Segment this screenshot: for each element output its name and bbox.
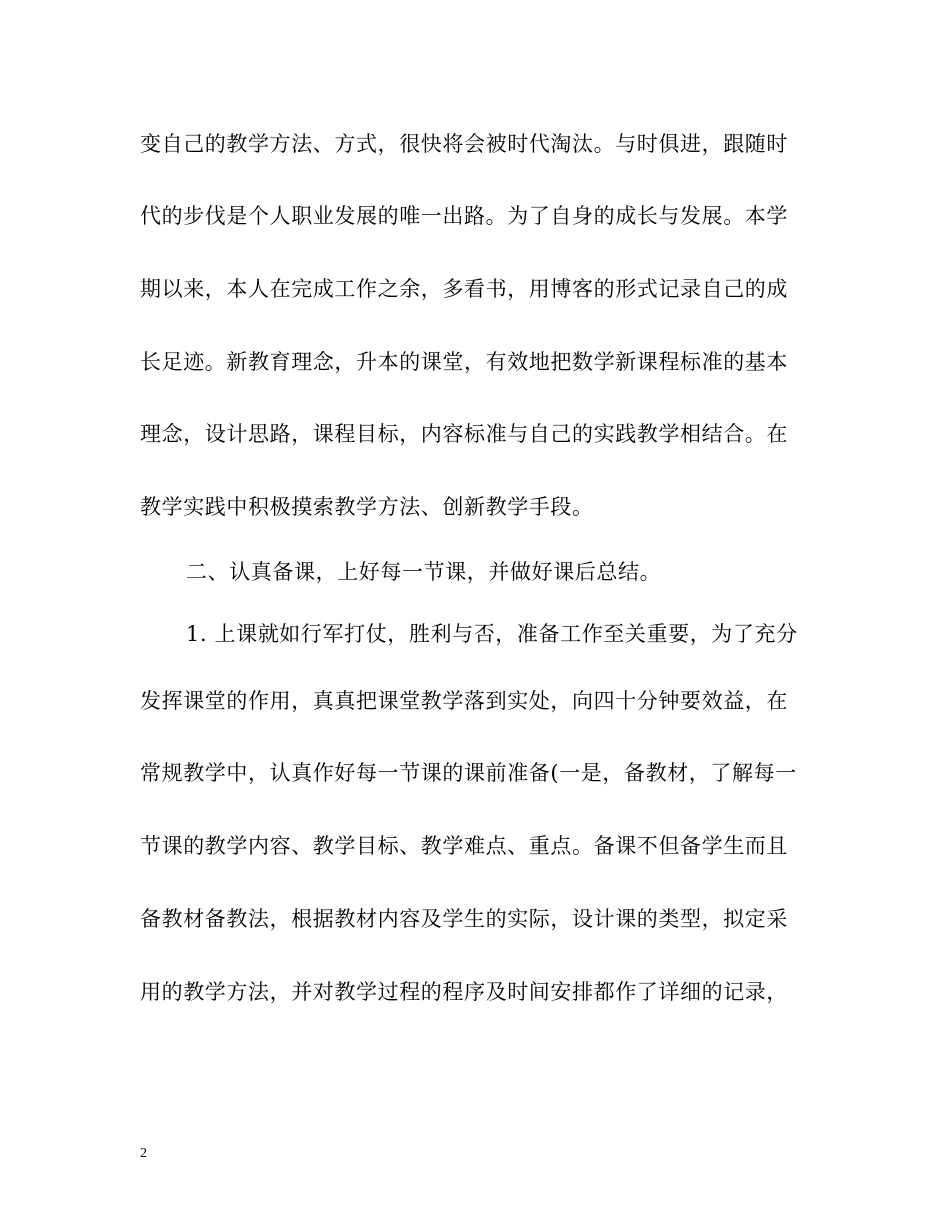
numbered-item-1: 1. 上课就如行军打仗，胜利与否，准备工作至关重要，为了充分: [186, 622, 798, 646]
body-text-line-13: 用的教学方法，并对教学过程的程序及时间安排都作了详细的记录，: [140, 980, 788, 1004]
body-text-line-10: 常规教学中，认真作好每一节课的课前准备(一是，备教材，了解每一: [140, 761, 797, 785]
body-text-line-6: 教学实践中积极摸索教学方法、创新教学手段。: [140, 495, 594, 519]
page-number: 2: [140, 1146, 147, 1161]
body-text-line-3: 期以来，本人在完成工作之余，多看书，用博客的形式记录自己的成: [140, 277, 788, 301]
body-text-line-4: 长足迹。新教育理念，升本的课堂，有效地把数学新课程标准的基本: [140, 350, 788, 374]
body-text-line-9: 发挥课堂的作用，真真把课堂教学落到实处，向四十分钟要效益，在: [140, 689, 788, 713]
body-text-line-1: 变自己的教学方法、方式，很快将会被时代淘汰。与时俱进，跟随时: [140, 132, 788, 156]
body-text-line-2: 代的步伐是个人职业发展的唯一出路。为了自身的成长与发展。本学: [140, 204, 788, 228]
section-heading: 二、认真备课，上好每一节课，并做好课后总结。: [186, 560, 662, 584]
body-text-line-11: 节课的教学内容、教学目标、教学难点、重点。备课不但备学生而且: [140, 834, 788, 858]
body-text-line-5: 理念，设计思路，课程目标，内容标准与自己的实践教学相结合。在: [140, 422, 788, 446]
body-text-line-12: 备教材备教法，根据教材内容及学生的实际，设计课的类型，拟定采: [140, 907, 788, 931]
